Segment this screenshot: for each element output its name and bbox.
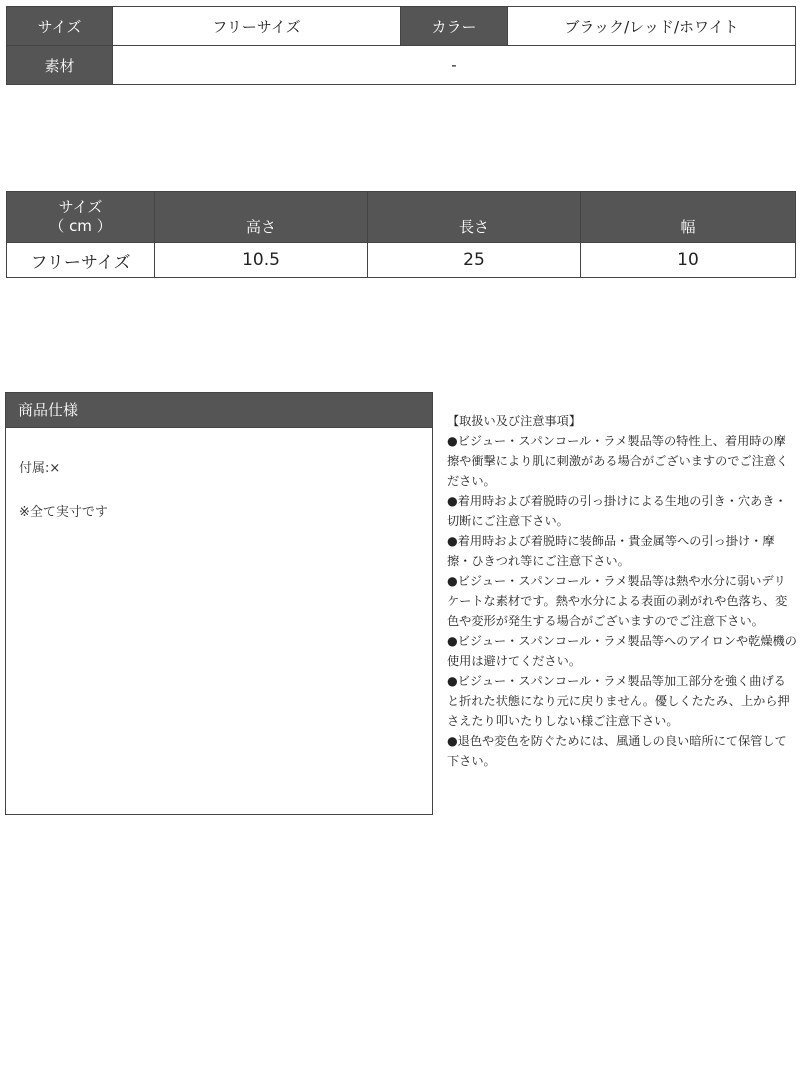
spec-row-material bbox=[7, 46, 796, 85]
size-label: サイズ bbox=[7, 7, 113, 46]
width-value: 10 bbox=[581, 243, 796, 278]
color-value: ブラック/レッド/ホワイト bbox=[508, 7, 796, 46]
care-notes bbox=[447, 411, 797, 771]
material-value: - bbox=[113, 46, 796, 85]
product-spec-title: 商品仕様 bbox=[6, 393, 432, 428]
column-header-length: 長さ bbox=[368, 192, 581, 243]
care-note-item: ●ビジュー・スパンコール・ラメ製品等へのアイロンや乾燥機の使用は避けてください。 bbox=[447, 634, 797, 668]
accessory-text: 付属:× bbox=[19, 461, 61, 476]
length-value: 25 bbox=[368, 243, 581, 278]
care-note-item: ●ビジュー・スパンコール・ラメ製品等加工部分を強く曲げると折れた状態になり元に戻りません。優しくたたみ、上から押さえたり叩いたりしない様ご注意下さい。 bbox=[447, 674, 790, 728]
size-value: フリーサイズ bbox=[113, 7, 401, 46]
color-label: カラー bbox=[401, 7, 508, 46]
size-table-header-row bbox=[7, 192, 796, 243]
column-header-width: 幅 bbox=[581, 192, 796, 243]
size-header-line1: サイズ bbox=[58, 198, 103, 216]
care-note-item: ●着用時および着脱時の引っ掛けによる生地の引き・穴あき・切断にご注意下さい。 bbox=[447, 494, 787, 528]
care-note-item: ●ビジュー・スパンコール・ラメ製品等の特性上、着用時の摩擦や衝撃により肌に刺激がある場合がございますのでご注意ください。 bbox=[447, 434, 789, 488]
table-row bbox=[7, 243, 796, 278]
height-value: 10.5 bbox=[155, 243, 368, 278]
size-header-line2: （ cm ） bbox=[49, 217, 112, 235]
material-label: 素材 bbox=[7, 46, 113, 85]
care-note-item: ●着用時および着脱時に装飾品・貴金属等への引っ掛け・摩擦・ひきつれ等にご注意下さい。 bbox=[447, 534, 775, 568]
size-table bbox=[6, 191, 796, 278]
product-spec-box bbox=[5, 392, 433, 815]
actual-size-note: ※全て実寸です bbox=[19, 505, 108, 520]
care-note-item: ●ビジュー・スパンコール・ラメ製品等は熱や水分に弱いデリケートな素材です。熱や水分による表面の剥がれや色落ち、変色や変形が発生する場合がございますのでご注意下さい。 bbox=[447, 574, 788, 628]
column-header-height: 高さ bbox=[155, 192, 368, 243]
size-table-corner-header bbox=[7, 192, 155, 243]
row-size-name: フリーサイズ bbox=[7, 243, 155, 278]
spec-row-size-color bbox=[7, 7, 796, 46]
care-note-item: ●退色や変色を防ぐためには、風通しの良い暗所にて保管して下さい。 bbox=[447, 734, 787, 768]
care-notes-title: 【取扱い及び注意事項】 bbox=[447, 414, 582, 428]
spec-table bbox=[6, 6, 796, 85]
